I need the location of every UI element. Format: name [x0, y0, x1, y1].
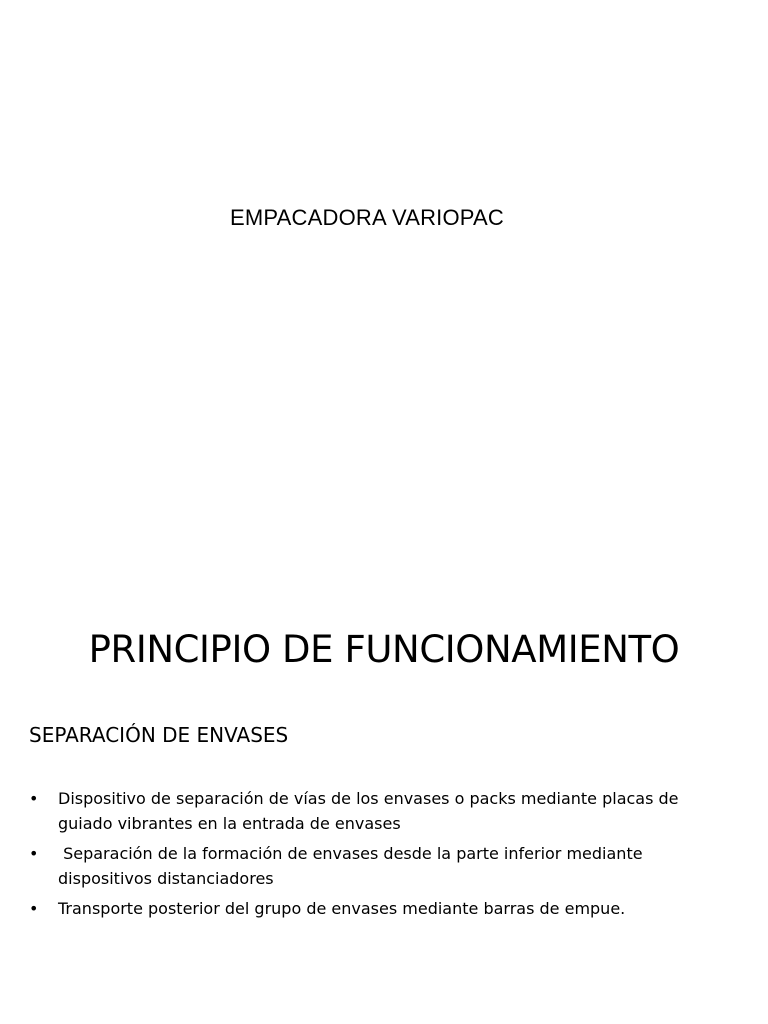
bullet-text: Separación de la formación de envases desde la parte inferior mediante dispositivos distanciadores: [58, 844, 648, 888]
section-heading: PRINCIPIO DE FUNCIONAMIENTO: [88, 628, 680, 671]
slide-title: EMPACADORA VARIOPAC: [230, 205, 504, 230]
bullet-item: [29, 842, 729, 891]
bullet-item: [29, 897, 729, 922]
bullet-list: [29, 787, 729, 928]
bullet-item: [29, 787, 729, 836]
bullet-text: Dispositivo de separación de vías de los envases o packs mediante placas de guiado vibrantes en la entrada de envases: [58, 789, 684, 833]
bullet-icon: •: [29, 899, 39, 918]
bullet-text: Transporte posterior del grupo de envases mediante barras de empue.: [58, 899, 626, 918]
bullet-icon: •: [29, 789, 39, 808]
subheading: SEPARACIÓN DE ENVASES: [29, 723, 289, 747]
bullet-icon: •: [29, 844, 39, 863]
